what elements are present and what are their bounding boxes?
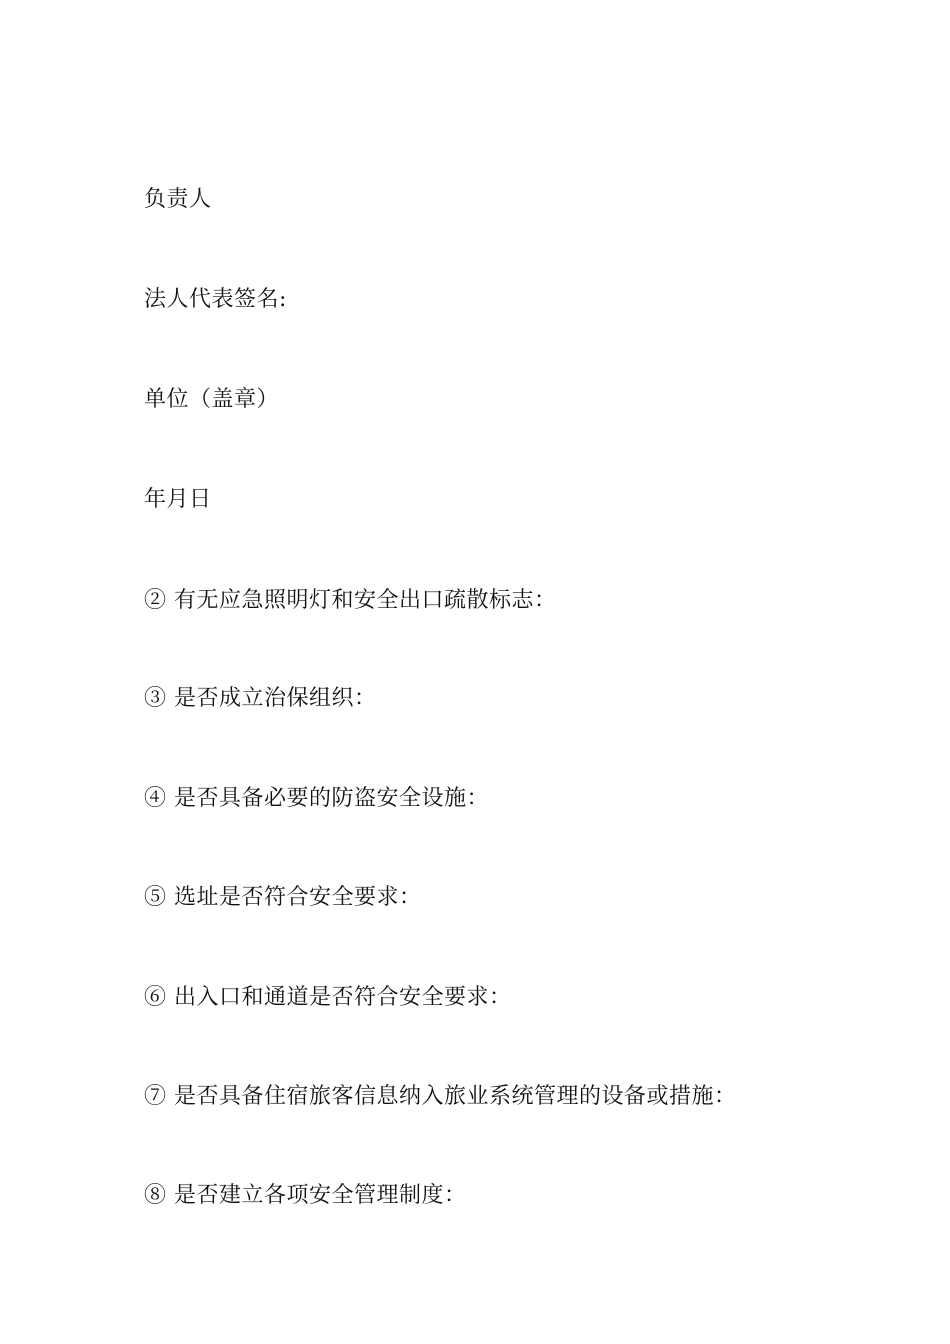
- checklist-item-security-organization: ③ 是否成立治保组织：: [144, 686, 377, 711]
- checklist-item-emergency-lighting: ② 有无应急照明灯和安全出口疏散标志：: [144, 588, 557, 613]
- checklist-item-anti-theft-facilities: ④ 是否具备必要的防盗安全设施：: [144, 786, 489, 811]
- unit-seal-label: 单位（盖章）: [144, 387, 280, 412]
- checklist-item-safety-management-rules: ⑧ 是否建立各项安全管理制度：: [144, 1183, 467, 1208]
- checklist-item-entrances-passages: ⑥ 出入口和通道是否符合安全要求：: [144, 985, 512, 1010]
- legal-representative-signature-label: 法人代表签名:: [144, 287, 287, 312]
- checklist-item-guest-information-system: ⑦ 是否具备住宿旅客信息纳入旅业系统管理的设备或措施：: [144, 1084, 737, 1109]
- responsible-person-label: 负责人: [144, 187, 212, 212]
- checklist-item-site-selection: ⑤ 选址是否符合安全要求：: [144, 885, 422, 910]
- date-label: 年月日: [144, 487, 212, 512]
